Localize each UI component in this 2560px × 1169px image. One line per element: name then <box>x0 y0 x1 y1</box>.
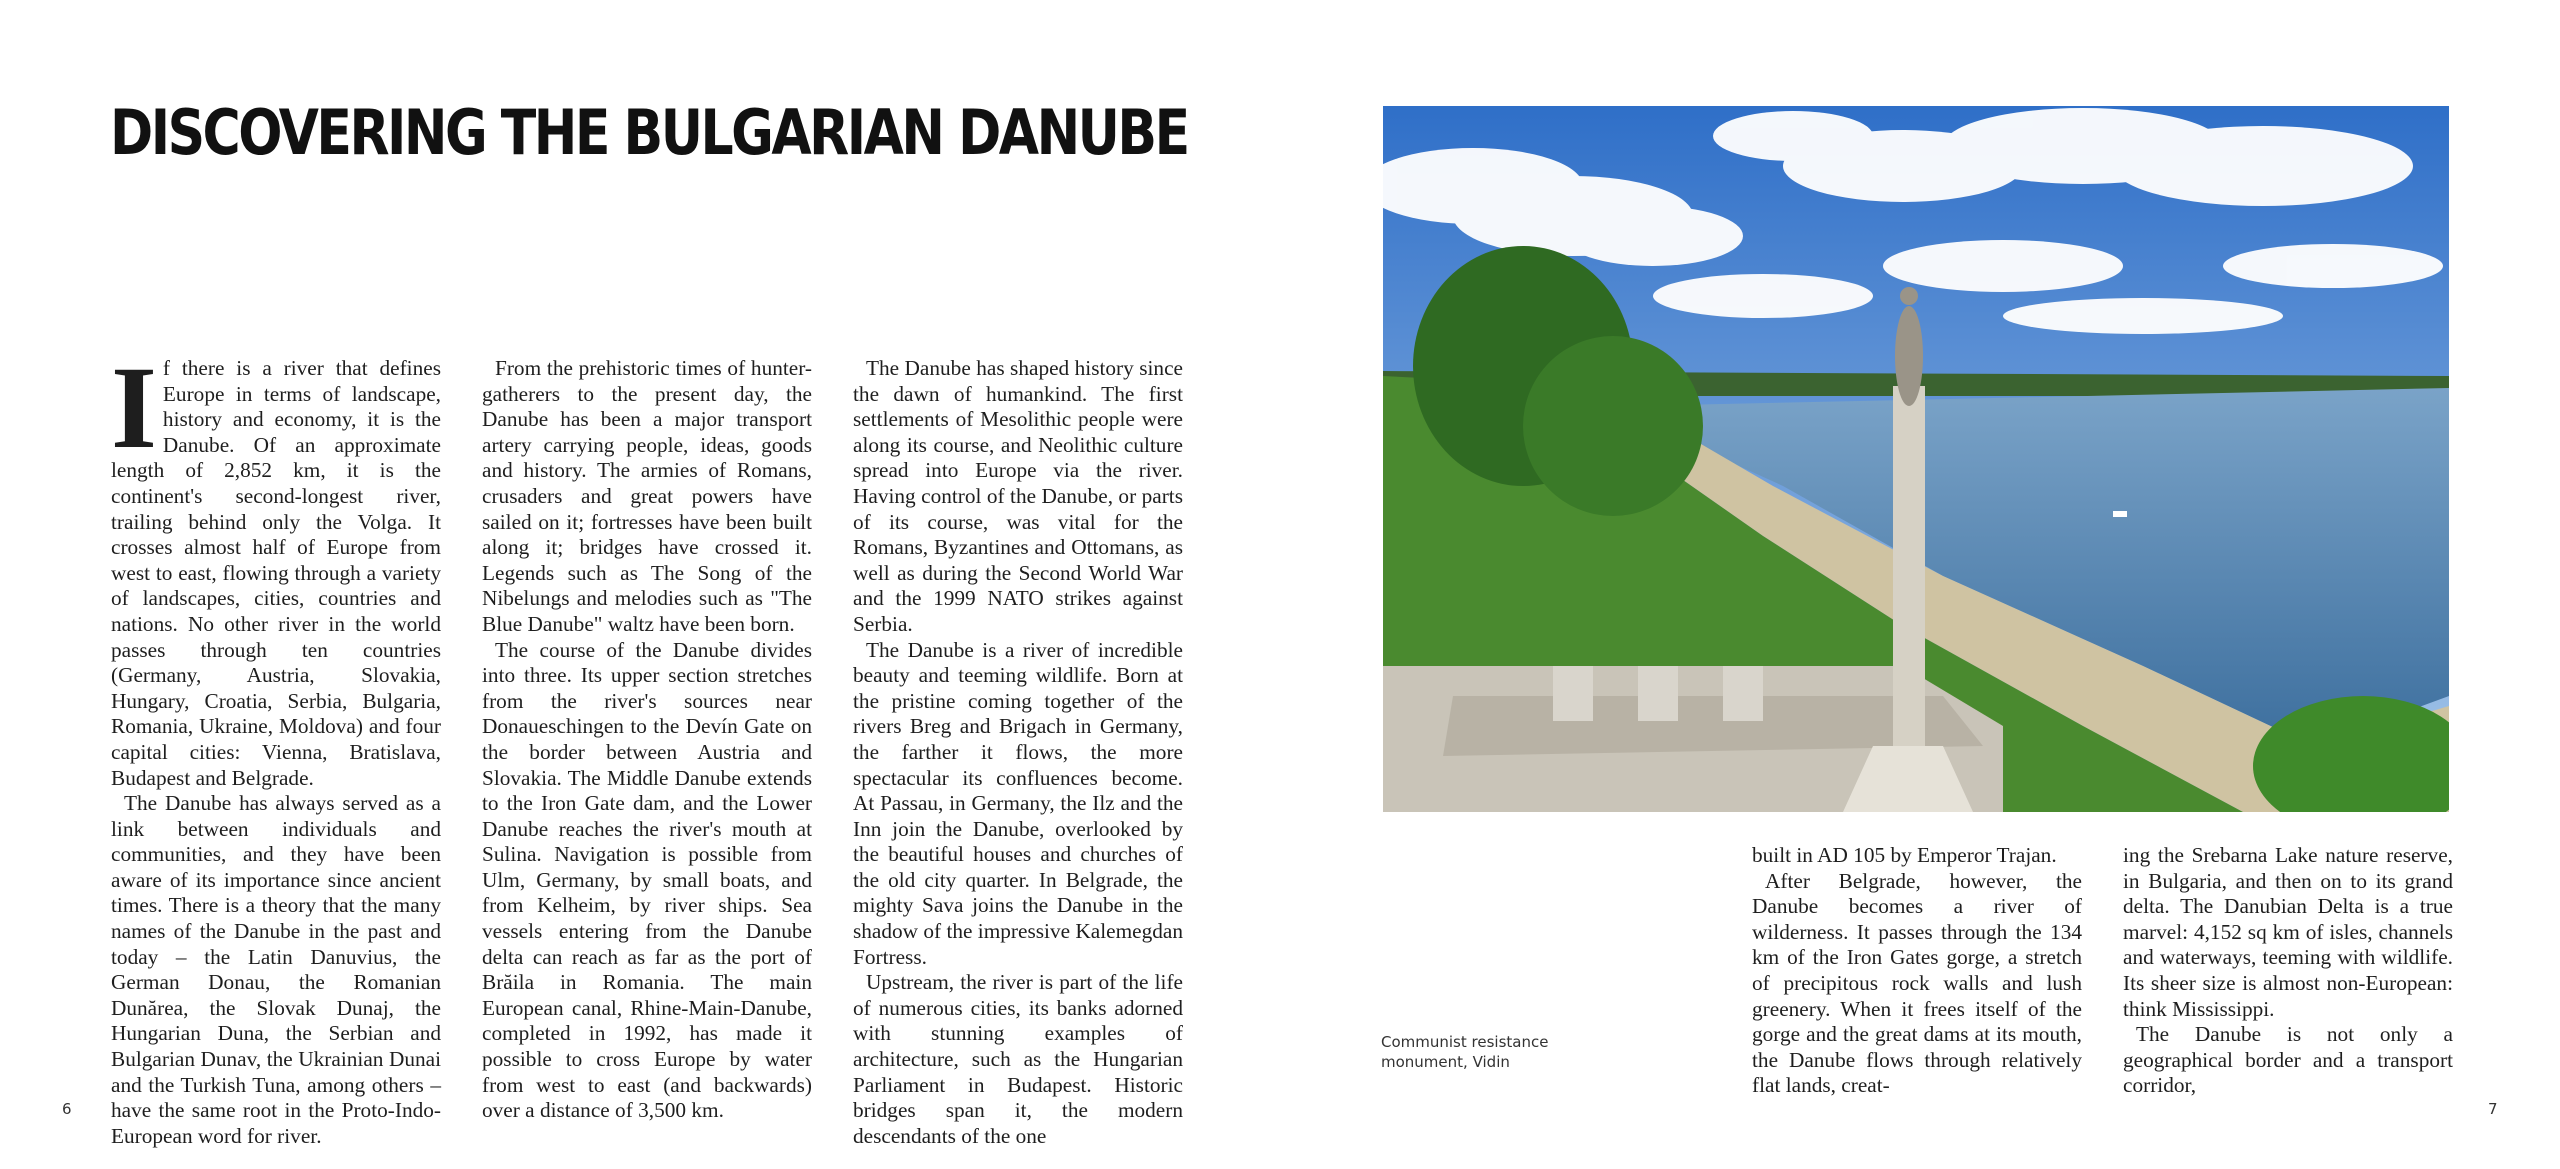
paragraph: From the prehistoric times of hunter-gatherers to the present day, the Danube has been a major transport artery carrying people, ideas, goods and history. The armies of Romans, crusaders and great powers have sailed on it; fortresses have been built along it; bridges have crossed it. Legends such as The Song of the Nibelungs and melodies such as "The Blue Danube" waltz have been born. <box>482 356 812 636</box>
page-title: DISCOVERING THE BULGARIAN DANUBE <box>110 96 1188 169</box>
paragraph: If there is a river that defines Europe in terms of landscape, history and economy, it is the Danube. Of an approximate length of 2,852 km, it is the continent's second-longest river, trailing behind only the Volga. It crosses almost half of Europe from west to east, flowing through a variety of landscapes, cities, countries and nations. No other river in the world passes through ten countries (Germany, Austria, Slovakia, Hungary, Croatia, Serbia, Bulgaria, Romania, Ukraine, Moldova) and four capital cities: Vienna, Bratislava, Budapest and Belgrade. <box>111 342 441 790</box>
text-column-2 <box>482 356 812 1124</box>
text-column-5 <box>2123 843 2453 1099</box>
paragraph: The course of the Danube divides into three. Its upper section stretches from the river's sources near Donaueschingen to the Devín Gate on the border between Austria and Slovakia. The Middle Danube extends to the Iron Gate dam, and the Lower Danube reaches the river's mouth at Sulina. Navigation is possible from Ulm, Germany, by small boats, and from Kelheim, by river ships. Sea vessels entering from the Danube delta can reach as far as the port of Brăila in Romania. The main European canal, Rhine-Main-Danube, completed in 1992, has made it possible to cross Europe by water from west to east (and backwards) over a distance of 3,500 km. <box>482 637 812 1123</box>
text-column-4 <box>1752 843 2082 1099</box>
paragraph: The Danube is not only a geographical border and a transport corridor, <box>2123 1022 2453 1098</box>
danube-monument-photo <box>1383 106 2449 812</box>
page-number-left: 6 <box>62 1100 72 1118</box>
paragraph: The Danube has always served as a link between individuals and communities, and they have been aware of its importance since ancient times. There is a theory that the many names of the Danube in the past and today – the Latin Danuvius, the German Donau, the Romanian Dunărea, the Slovak Dunaj, the Hungarian Duna, the Serbian and Bulgarian Dunav, the Ukrainian Dunai and the Turkish Tuna, among others – have the same root in the Proto-Indo-European word for river. <box>111 791 441 1148</box>
drop-cap: I <box>111 342 157 473</box>
page-number-right: 7 <box>2488 1100 2498 1118</box>
paragraph: The Danube has shaped history since the dawn of humankind. The first settlements of Mesolithic people were along its course, and Neolithic culture spread into Europe via the river. Having control of the Danube, or parts of its course, was vital for the Romans, Byzantines and Ottomans, as well as during the Second World War and the 1999 NATO strikes against Serbia. <box>853 356 1183 636</box>
paragraph: built in AD 105 by Emperor Trajan. <box>1752 843 2057 867</box>
photo-illustration <box>1383 106 2449 812</box>
paragraph: Upstream, the river is part of the life of numerous cities, its banks adorned with stunning examples of architecture, such as the Hungarian Parliament in Budapest. Historic bridges span it, the modern descendants of the one <box>853 970 1183 1148</box>
text-column-3 <box>853 356 1183 1149</box>
paragraph: ing the Srebarna Lake nature reserve, in Bulgaria, and then on to its grand delta. The Danubian Delta is a true marvel: 4,152 sq km of isles, channels and waterways, teeming with wildlife. Its sheer size is almost non-European: think Mississippi. <box>2123 843 2453 1021</box>
paragraph: After Belgrade, however, the Danube becomes a river of wilderness. It passes through the 134 km of the Iron Gates gorge, a stretch of precipitous rock walls and lush greenery. When it frees itself of the gorge and the great dams at its mouth, the Danube flows through relatively flat lands, creat- <box>1752 868 2082 1098</box>
paragraph: The Danube is a river of incredible beauty and teeming wildlife. Born at the pristine coming together of the rivers Breg and Brigach in Germany, the farther it flows, the more spectacular its confluences become. At Passau, in Germany, the Ilz and the Inn join the Danube, overlooked by the beautiful houses and churches of the old city quarter. In Belgrade, the mighty Sava joins the Danube in the shadow of the impressive Kalemegdan Fortress. <box>853 637 1184 969</box>
photo-caption: Communist resistance monument, Vidin <box>1381 1033 1549 1071</box>
text-column-1 <box>111 342 441 1149</box>
